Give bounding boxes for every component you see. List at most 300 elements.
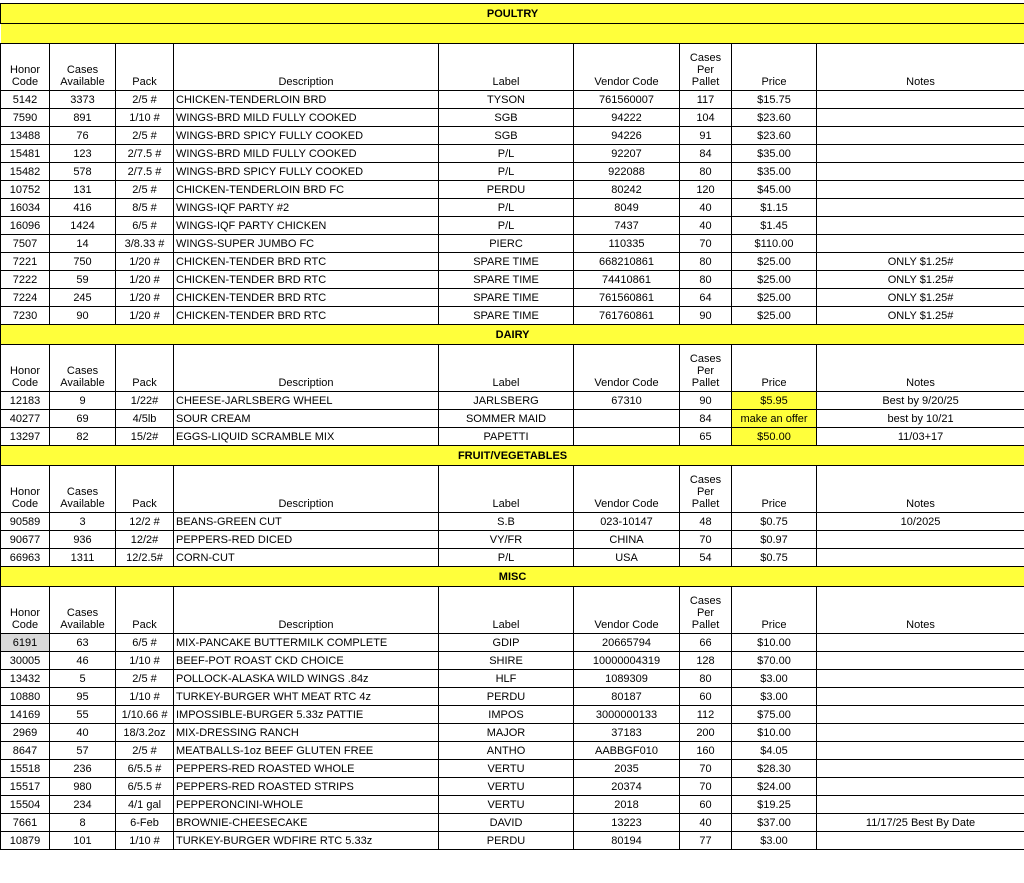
vendor-code-cell[interactable]: 761760861 [574, 307, 680, 325]
description-cell[interactable]: TURKEY-BURGER WDFIRE RTC 5.33z [174, 832, 439, 850]
header-cases-per-pallet[interactable]: Cases Per Pallet [680, 466, 732, 513]
honor-code-cell[interactable]: 15482 [1, 163, 50, 181]
description-cell[interactable]: IMPOSSIBLE-BURGER 5.33z PATTIE [174, 706, 439, 724]
notes-cell[interactable] [817, 549, 1024, 567]
vendor-code-cell[interactable]: 761560861 [574, 289, 680, 307]
header-label[interactable]: Label [439, 44, 574, 91]
price-cell[interactable]: $3.00 [732, 832, 817, 850]
description-cell[interactable]: PEPPERS-RED ROASTED WHOLE [174, 760, 439, 778]
price-cell[interactable]: $25.00 [732, 307, 817, 325]
vendor-code-cell[interactable]: 13223 [574, 814, 680, 832]
cases-per-pallet-cell[interactable]: 60 [680, 796, 732, 814]
price-cell[interactable]: $25.00 [732, 271, 817, 289]
notes-cell[interactable] [817, 778, 1024, 796]
vendor-code-cell[interactable]: 80194 [574, 832, 680, 850]
vendor-code-cell[interactable]: 2035 [574, 760, 680, 778]
notes-cell[interactable] [817, 127, 1024, 145]
price-cell[interactable]: $3.00 [732, 670, 817, 688]
header-pack[interactable]: Pack [116, 466, 174, 513]
honor-code-cell[interactable]: 40277 [1, 410, 50, 428]
pack-cell[interactable]: 1/10 # [116, 688, 174, 706]
header-description[interactable]: Description [174, 345, 439, 392]
cases-available-cell[interactable]: 245 [50, 289, 116, 307]
label-cell[interactable]: PERDU [439, 688, 574, 706]
label-cell[interactable]: SGB [439, 127, 574, 145]
header-notes[interactable]: Notes [817, 587, 1024, 634]
cases-per-pallet-cell[interactable]: 117 [680, 91, 732, 109]
notes-cell[interactable] [817, 531, 1024, 549]
label-cell[interactable]: DAVID [439, 814, 574, 832]
price-cell[interactable]: $0.75 [732, 513, 817, 531]
pack-cell[interactable]: 12/2# [116, 531, 174, 549]
header-pack[interactable]: Pack [116, 345, 174, 392]
header-price[interactable]: Price [732, 587, 817, 634]
band-cell[interactable] [1, 24, 1024, 44]
header-label[interactable]: Label [439, 345, 574, 392]
notes-cell[interactable] [817, 634, 1024, 652]
vendor-code-cell[interactable]: 92207 [574, 145, 680, 163]
vendor-code-cell[interactable]: CHINA [574, 531, 680, 549]
cases-available-cell[interactable]: 3 [50, 513, 116, 531]
pack-cell[interactable]: 8/5 # [116, 199, 174, 217]
label-cell[interactable]: VERTU [439, 778, 574, 796]
pack-cell[interactable]: 1/10 # [116, 832, 174, 850]
description-cell[interactable]: WINGS-BRD MILD FULLY COOKED [174, 145, 439, 163]
description-cell[interactable]: CHEESE-JARLSBERG WHEEL [174, 392, 439, 410]
vendor-code-cell[interactable]: 80242 [574, 181, 680, 199]
price-cell[interactable]: $28.30 [732, 760, 817, 778]
cases-per-pallet-cell[interactable]: 200 [680, 724, 732, 742]
honor-code-cell[interactable]: 7590 [1, 109, 50, 127]
honor-code-cell[interactable]: 14169 [1, 706, 50, 724]
price-cell[interactable]: $45.00 [732, 181, 817, 199]
description-cell[interactable]: BROWNIE-CHEESECAKE [174, 814, 439, 832]
cases-available-cell[interactable]: 40 [50, 724, 116, 742]
cases-per-pallet-cell[interactable]: 66 [680, 634, 732, 652]
description-cell[interactable]: WINGS-BRD MILD FULLY COOKED [174, 109, 439, 127]
header-cases-per-pallet[interactable]: Cases Per Pallet [680, 587, 732, 634]
cases-per-pallet-cell[interactable]: 77 [680, 832, 732, 850]
cases-available-cell[interactable]: 95 [50, 688, 116, 706]
pack-cell[interactable]: 6/5 # [116, 217, 174, 235]
cases-available-cell[interactable]: 578 [50, 163, 116, 181]
header-cases-available[interactable]: Cases Available [50, 345, 116, 392]
price-cell[interactable]: $15.75 [732, 91, 817, 109]
pack-cell[interactable]: 1/10 # [116, 652, 174, 670]
header-cases-available[interactable]: Cases Available [50, 44, 116, 91]
notes-cell[interactable] [817, 199, 1024, 217]
notes-cell[interactable]: ONLY $1.25# [817, 271, 1024, 289]
notes-cell[interactable]: ONLY $1.25# [817, 289, 1024, 307]
description-cell[interactable]: PEPPERONCINI-WHOLE [174, 796, 439, 814]
cases-per-pallet-cell[interactable]: 120 [680, 181, 732, 199]
header-cases-per-pallet[interactable]: Cases Per Pallet [680, 44, 732, 91]
label-cell[interactable]: VERTU [439, 760, 574, 778]
honor-code-cell[interactable]: 7661 [1, 814, 50, 832]
honor-code-cell[interactable]: 15518 [1, 760, 50, 778]
label-cell[interactable]: GDIP [439, 634, 574, 652]
description-cell[interactable]: POLLOCK-ALASKA WILD WINGS .84z [174, 670, 439, 688]
price-cell[interactable]: $23.60 [732, 127, 817, 145]
vendor-code-cell[interactable]: 110335 [574, 235, 680, 253]
label-cell[interactable]: PERDU [439, 181, 574, 199]
pack-cell[interactable]: 2/5 # [116, 127, 174, 145]
pack-cell[interactable]: 6-Feb [116, 814, 174, 832]
label-cell[interactable]: JARLSBERG [439, 392, 574, 410]
description-cell[interactable]: WINGS-BRD SPICY FULLY COOKED [174, 163, 439, 181]
price-cell[interactable]: $70.00 [732, 652, 817, 670]
header-honor-code[interactable]: Honor Code [1, 466, 50, 513]
pack-cell[interactable]: 1/10.66 # [116, 706, 174, 724]
cases-available-cell[interactable]: 1424 [50, 217, 116, 235]
cases-per-pallet-cell[interactable]: 64 [680, 289, 732, 307]
notes-cell[interactable] [817, 217, 1024, 235]
header-pack[interactable]: Pack [116, 587, 174, 634]
notes-cell[interactable]: ONLY $1.25# [817, 307, 1024, 325]
label-cell[interactable]: PAPETTI [439, 428, 574, 446]
cases-available-cell[interactable]: 234 [50, 796, 116, 814]
notes-cell[interactable] [817, 235, 1024, 253]
cases-available-cell[interactable]: 131 [50, 181, 116, 199]
label-cell[interactable]: SPARE TIME [439, 307, 574, 325]
pack-cell[interactable]: 6/5.5 # [116, 760, 174, 778]
honor-code-cell[interactable]: 16034 [1, 199, 50, 217]
price-cell[interactable]: $1.15 [732, 199, 817, 217]
price-cell[interactable]: make an offer [732, 410, 817, 428]
honor-code-cell[interactable]: 10752 [1, 181, 50, 199]
pack-cell[interactable]: 1/20 # [116, 271, 174, 289]
section-title[interactable]: MISC [1, 567, 1024, 587]
honor-code-cell[interactable]: 16096 [1, 217, 50, 235]
honor-code-cell[interactable]: 6191 [1, 634, 50, 652]
notes-cell[interactable]: 11/17/25 Best By Date [817, 814, 1024, 832]
header-label[interactable]: Label [439, 466, 574, 513]
cases-available-cell[interactable]: 416 [50, 199, 116, 217]
price-cell[interactable]: $24.00 [732, 778, 817, 796]
price-cell[interactable]: $75.00 [732, 706, 817, 724]
cases-available-cell[interactable]: 8 [50, 814, 116, 832]
cases-available-cell[interactable]: 76 [50, 127, 116, 145]
cases-per-pallet-cell[interactable]: 80 [680, 670, 732, 688]
description-cell[interactable]: TURKEY-BURGER WHT MEAT RTC 4z [174, 688, 439, 706]
cases-per-pallet-cell[interactable]: 90 [680, 307, 732, 325]
description-cell[interactable]: CHICKEN-TENDER BRD RTC [174, 289, 439, 307]
pack-cell[interactable]: 6/5.5 # [116, 778, 174, 796]
vendor-code-cell[interactable] [574, 410, 680, 428]
cases-per-pallet-cell[interactable]: 128 [680, 652, 732, 670]
cases-per-pallet-cell[interactable]: 84 [680, 145, 732, 163]
pack-cell[interactable]: 1/10 # [116, 109, 174, 127]
notes-cell[interactable] [817, 109, 1024, 127]
label-cell[interactable]: P/L [439, 217, 574, 235]
honor-code-cell[interactable]: 5142 [1, 91, 50, 109]
vendor-code-cell[interactable]: 922088 [574, 163, 680, 181]
price-cell[interactable]: $5.95 [732, 392, 817, 410]
cases-available-cell[interactable]: 1311 [50, 549, 116, 567]
description-cell[interactable]: CHICKEN-TENDER BRD RTC [174, 253, 439, 271]
honor-code-cell[interactable]: 7221 [1, 253, 50, 271]
cases-available-cell[interactable]: 59 [50, 271, 116, 289]
cases-per-pallet-cell[interactable]: 84 [680, 410, 732, 428]
pack-cell[interactable]: 2/5 # [116, 91, 174, 109]
cases-per-pallet-cell[interactable]: 40 [680, 814, 732, 832]
cases-per-pallet-cell[interactable]: 70 [680, 760, 732, 778]
vendor-code-cell[interactable]: 761560007 [574, 91, 680, 109]
honor-code-cell[interactable]: 90677 [1, 531, 50, 549]
honor-code-cell[interactable]: 13297 [1, 428, 50, 446]
notes-cell[interactable] [817, 724, 1024, 742]
description-cell[interactable]: MEATBALLS-1oz BEEF GLUTEN FREE [174, 742, 439, 760]
cases-available-cell[interactable]: 750 [50, 253, 116, 271]
vendor-code-cell[interactable]: 80187 [574, 688, 680, 706]
pack-cell[interactable]: 2/7.5 # [116, 163, 174, 181]
notes-cell[interactable] [817, 760, 1024, 778]
pack-cell[interactable]: 2/5 # [116, 670, 174, 688]
price-cell[interactable]: $50.00 [732, 428, 817, 446]
vendor-code-cell[interactable] [574, 428, 680, 446]
vendor-code-cell[interactable]: 67310 [574, 392, 680, 410]
description-cell[interactable]: CHICKEN-TENDERLOIN BRD FC [174, 181, 439, 199]
price-cell[interactable]: $10.00 [732, 634, 817, 652]
label-cell[interactable]: P/L [439, 145, 574, 163]
price-cell[interactable]: $37.00 [732, 814, 817, 832]
description-cell[interactable]: BEANS-GREEN CUT [174, 513, 439, 531]
honor-code-cell[interactable]: 7224 [1, 289, 50, 307]
cases-per-pallet-cell[interactable]: 40 [680, 217, 732, 235]
label-cell[interactable]: SPARE TIME [439, 271, 574, 289]
cases-per-pallet-cell[interactable]: 80 [680, 163, 732, 181]
vendor-code-cell[interactable]: 3000000133 [574, 706, 680, 724]
cases-available-cell[interactable]: 9 [50, 392, 116, 410]
label-cell[interactable]: P/L [439, 199, 574, 217]
price-cell[interactable]: $25.00 [732, 289, 817, 307]
description-cell[interactable]: WINGS-IQF PARTY #2 [174, 199, 439, 217]
cases-available-cell[interactable]: 55 [50, 706, 116, 724]
pack-cell[interactable]: 1/22# [116, 392, 174, 410]
header-vendor-code[interactable]: Vendor Code [574, 587, 680, 634]
description-cell[interactable]: WINGS-SUPER JUMBO FC [174, 235, 439, 253]
pack-cell[interactable]: 1/20 # [116, 253, 174, 271]
vendor-code-cell[interactable]: 023-10147 [574, 513, 680, 531]
vendor-code-cell[interactable]: AABBGF010 [574, 742, 680, 760]
notes-cell[interactable] [817, 706, 1024, 724]
price-cell[interactable]: $0.75 [732, 549, 817, 567]
honor-code-cell[interactable]: 2969 [1, 724, 50, 742]
label-cell[interactable]: S.B [439, 513, 574, 531]
section-title[interactable]: FRUIT/VEGETABLES [1, 446, 1024, 466]
price-cell[interactable]: $3.00 [732, 688, 817, 706]
cases-available-cell[interactable]: 236 [50, 760, 116, 778]
notes-cell[interactable] [817, 91, 1024, 109]
pack-cell[interactable]: 15/2# [116, 428, 174, 446]
description-cell[interactable]: MIX-DRESSING RANCH [174, 724, 439, 742]
label-cell[interactable]: PIERC [439, 235, 574, 253]
cases-per-pallet-cell[interactable]: 80 [680, 253, 732, 271]
label-cell[interactable]: SPARE TIME [439, 253, 574, 271]
section-title[interactable]: DAIRY [1, 325, 1024, 345]
honor-code-cell[interactable]: 13432 [1, 670, 50, 688]
cases-available-cell[interactable]: 90 [50, 307, 116, 325]
cases-per-pallet-cell[interactable]: 160 [680, 742, 732, 760]
honor-code-cell[interactable]: 7230 [1, 307, 50, 325]
honor-code-cell[interactable]: 7222 [1, 271, 50, 289]
cases-available-cell[interactable]: 936 [50, 531, 116, 549]
description-cell[interactable]: PEPPERS-RED ROASTED STRIPS [174, 778, 439, 796]
price-cell[interactable]: $4.05 [732, 742, 817, 760]
cases-per-pallet-cell[interactable]: 48 [680, 513, 732, 531]
cases-per-pallet-cell[interactable]: 54 [680, 549, 732, 567]
description-cell[interactable]: CORN-CUT [174, 549, 439, 567]
header-pack[interactable]: Pack [116, 44, 174, 91]
cases-per-pallet-cell[interactable]: 40 [680, 199, 732, 217]
cases-per-pallet-cell[interactable]: 65 [680, 428, 732, 446]
honor-code-cell[interactable]: 15504 [1, 796, 50, 814]
description-cell[interactable]: WINGS-BRD SPICY FULLY COOKED [174, 127, 439, 145]
label-cell[interactable]: VY/FR [439, 531, 574, 549]
header-description[interactable]: Description [174, 44, 439, 91]
header-notes[interactable]: Notes [817, 466, 1024, 513]
vendor-code-cell[interactable]: 2018 [574, 796, 680, 814]
honor-code-cell[interactable]: 10879 [1, 832, 50, 850]
label-cell[interactable]: SPARE TIME [439, 289, 574, 307]
cases-available-cell[interactable]: 5 [50, 670, 116, 688]
section-title[interactable]: POULTRY [1, 4, 1024, 24]
cases-per-pallet-cell[interactable]: 60 [680, 688, 732, 706]
pack-cell[interactable]: 2/7.5 # [116, 145, 174, 163]
pack-cell[interactable]: 3/8.33 # [116, 235, 174, 253]
cases-available-cell[interactable]: 891 [50, 109, 116, 127]
honor-code-cell[interactable]: 90589 [1, 513, 50, 531]
notes-cell[interactable]: Best by 9/20/25 [817, 392, 1024, 410]
pack-cell[interactable]: 4/1 gal [116, 796, 174, 814]
notes-cell[interactable] [817, 145, 1024, 163]
header-price[interactable]: Price [732, 466, 817, 513]
pack-cell[interactable]: 4/5lb [116, 410, 174, 428]
header-cases-available[interactable]: Cases Available [50, 587, 116, 634]
pack-cell[interactable]: 1/20 # [116, 289, 174, 307]
description-cell[interactable]: CHICKEN-TENDER BRD RTC [174, 307, 439, 325]
price-cell[interactable]: $19.25 [732, 796, 817, 814]
notes-cell[interactable]: best by 10/21 [817, 410, 1024, 428]
cases-per-pallet-cell[interactable]: 104 [680, 109, 732, 127]
label-cell[interactable]: TYSON [439, 91, 574, 109]
notes-cell[interactable] [817, 181, 1024, 199]
vendor-code-cell[interactable]: 94222 [574, 109, 680, 127]
honor-code-cell[interactable]: 30005 [1, 652, 50, 670]
label-cell[interactable]: IMPOS [439, 706, 574, 724]
pack-cell[interactable]: 1/20 # [116, 307, 174, 325]
honor-code-cell[interactable]: 7507 [1, 235, 50, 253]
header-price[interactable]: Price [732, 345, 817, 392]
pack-cell[interactable]: 12/2.5# [116, 549, 174, 567]
header-description[interactable]: Description [174, 587, 439, 634]
pack-cell[interactable]: 2/5 # [116, 181, 174, 199]
notes-cell[interactable] [817, 652, 1024, 670]
vendor-code-cell[interactable]: 668210861 [574, 253, 680, 271]
cases-available-cell[interactable]: 57 [50, 742, 116, 760]
honor-code-cell[interactable]: 66963 [1, 549, 50, 567]
header-honor-code[interactable]: Honor Code [1, 587, 50, 634]
cases-available-cell[interactable]: 46 [50, 652, 116, 670]
notes-cell[interactable] [817, 688, 1024, 706]
cases-available-cell[interactable]: 14 [50, 235, 116, 253]
pack-cell[interactable]: 2/5 # [116, 742, 174, 760]
label-cell[interactable]: HLF [439, 670, 574, 688]
notes-cell[interactable] [817, 670, 1024, 688]
cases-available-cell[interactable]: 980 [50, 778, 116, 796]
honor-code-cell[interactable]: 8647 [1, 742, 50, 760]
description-cell[interactable]: BEEF-POT ROAST CKD CHOICE [174, 652, 439, 670]
cases-per-pallet-cell[interactable]: 90 [680, 392, 732, 410]
header-price[interactable]: Price [732, 44, 817, 91]
vendor-code-cell[interactable]: 37183 [574, 724, 680, 742]
price-cell[interactable]: $10.00 [732, 724, 817, 742]
vendor-code-cell[interactable]: 74410861 [574, 271, 680, 289]
cases-per-pallet-cell[interactable]: 112 [680, 706, 732, 724]
price-cell[interactable]: $1.45 [732, 217, 817, 235]
header-vendor-code[interactable]: Vendor Code [574, 345, 680, 392]
description-cell[interactable]: SOUR CREAM [174, 410, 439, 428]
vendor-code-cell[interactable]: 7437 [574, 217, 680, 235]
vendor-code-cell[interactable]: 20665794 [574, 634, 680, 652]
price-cell[interactable]: $35.00 [732, 145, 817, 163]
header-notes[interactable]: Notes [817, 345, 1024, 392]
label-cell[interactable]: P/L [439, 163, 574, 181]
label-cell[interactable]: VERTU [439, 796, 574, 814]
cases-available-cell[interactable]: 82 [50, 428, 116, 446]
notes-cell[interactable] [817, 796, 1024, 814]
price-cell[interactable]: $0.97 [732, 531, 817, 549]
header-cases-available[interactable]: Cases Available [50, 466, 116, 513]
label-cell[interactable]: ANTHO [439, 742, 574, 760]
label-cell[interactable]: PERDU [439, 832, 574, 850]
cases-available-cell[interactable]: 63 [50, 634, 116, 652]
honor-code-cell[interactable]: 15481 [1, 145, 50, 163]
cases-available-cell[interactable]: 69 [50, 410, 116, 428]
cases-per-pallet-cell[interactable]: 70 [680, 531, 732, 549]
description-cell[interactable]: WINGS-IQF PARTY CHICKEN [174, 217, 439, 235]
vendor-code-cell[interactable]: 1089309 [574, 670, 680, 688]
honor-code-cell[interactable]: 13488 [1, 127, 50, 145]
cases-available-cell[interactable]: 123 [50, 145, 116, 163]
description-cell[interactable]: CHICKEN-TENDERLOIN BRD [174, 91, 439, 109]
header-description[interactable]: Description [174, 466, 439, 513]
pack-cell[interactable]: 18/3.2oz [116, 724, 174, 742]
honor-code-cell[interactable]: 15517 [1, 778, 50, 796]
description-cell[interactable]: CHICKEN-TENDER BRD RTC [174, 271, 439, 289]
label-cell[interactable]: SGB [439, 109, 574, 127]
label-cell[interactable]: MAJOR [439, 724, 574, 742]
header-vendor-code[interactable]: Vendor Code [574, 466, 680, 513]
cases-available-cell[interactable]: 3373 [50, 91, 116, 109]
cases-per-pallet-cell[interactable]: 80 [680, 271, 732, 289]
cases-per-pallet-cell[interactable]: 70 [680, 235, 732, 253]
header-honor-code[interactable]: Honor Code [1, 345, 50, 392]
label-cell[interactable]: SHIRE [439, 652, 574, 670]
cases-per-pallet-cell[interactable]: 91 [680, 127, 732, 145]
notes-cell[interactable] [817, 832, 1024, 850]
header-label[interactable]: Label [439, 587, 574, 634]
pack-cell[interactable]: 12/2 # [116, 513, 174, 531]
honor-code-cell[interactable]: 10880 [1, 688, 50, 706]
header-honor-code[interactable]: Honor Code [1, 44, 50, 91]
header-notes[interactable]: Notes [817, 44, 1024, 91]
price-cell[interactable]: $25.00 [732, 253, 817, 271]
vendor-code-cell[interactable]: 94226 [574, 127, 680, 145]
cases-per-pallet-cell[interactable]: 70 [680, 778, 732, 796]
notes-cell[interactable] [817, 163, 1024, 181]
price-cell[interactable]: $35.00 [732, 163, 817, 181]
